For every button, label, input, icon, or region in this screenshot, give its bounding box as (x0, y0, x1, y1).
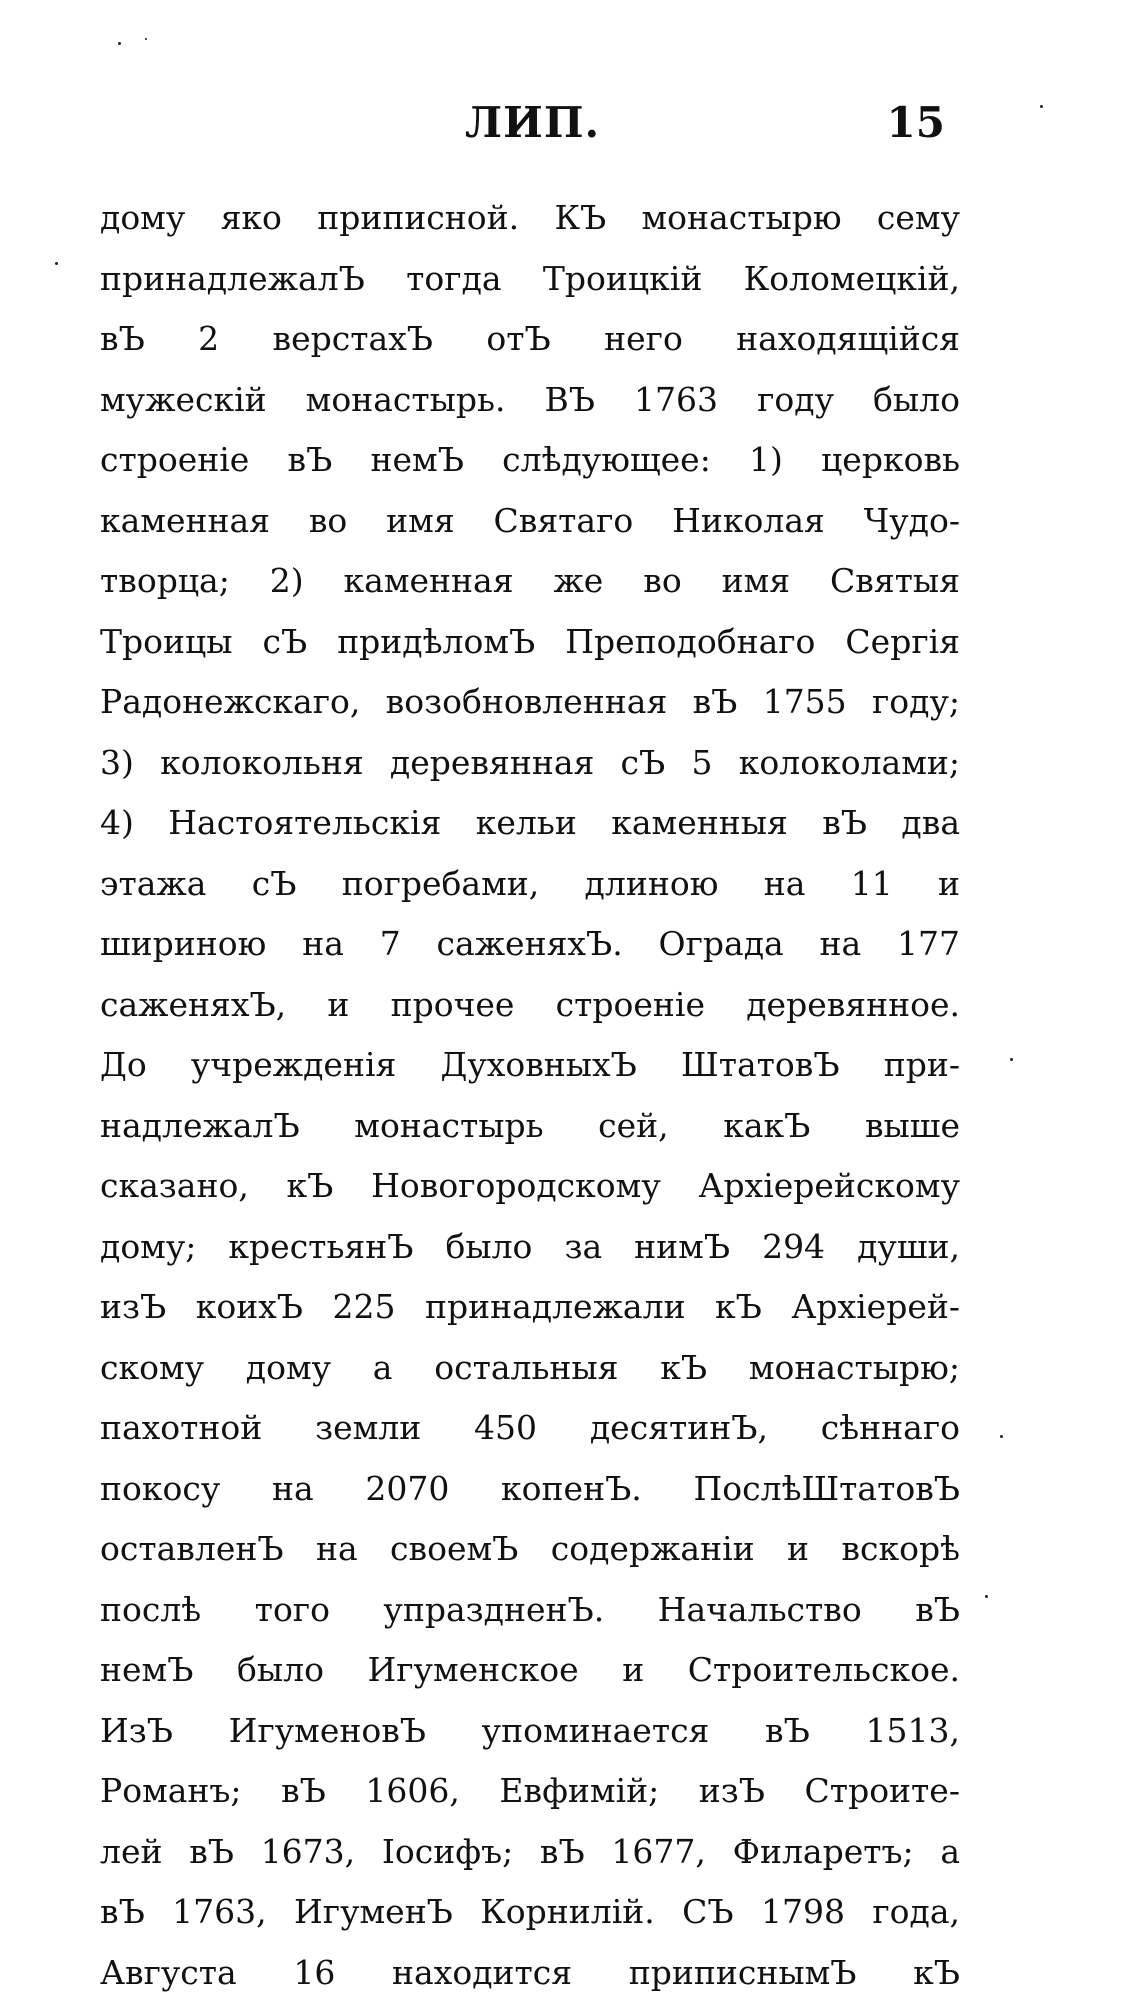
text-line: вЪ 2 верстахЪ отЪ него находящійся (100, 309, 960, 370)
text-line: дому; крестьянЪ было за нимЪ 294 души, (100, 1217, 960, 1278)
text-line: До учрежденія ДуховныхЪ ШтатовЪ при- (100, 1035, 960, 1096)
text-line: ИзЪ ИгуменовЪ упоминается вЪ 1513, (100, 1701, 960, 1762)
text-line: мужескій монастырь. ВЪ 1763 году было (100, 370, 960, 431)
text-line: этажа сЪ погребами, длиною на 11 и (100, 854, 960, 915)
text-line: строеніе вЪ немЪ слѣдующее: 1) церковь (100, 430, 960, 491)
text-line: пахотной земли 450 десятинЪ, сѣннаго (100, 1398, 960, 1459)
page-header (95, 98, 945, 158)
text-line: шириною на 7 саженяхЪ. Ограда на 177 (100, 914, 960, 975)
text-line: саженяхЪ, и прочее строеніе деревянное. (100, 975, 960, 1036)
running-head: ЛИП. (465, 98, 600, 147)
text-line: послѣ того упраздненЪ. Начальство вЪ (100, 1580, 960, 1641)
text-line: принадлежалЪ тогда Троицкій Коломецкій, (100, 249, 960, 310)
text-line: немЪ было Игуменское и Строительское. (100, 1640, 960, 1701)
text-line: сказано, кЪ Новогородскому Архіерейскому (100, 1156, 960, 1217)
scan-speck (1000, 1435, 1003, 1438)
scan-speck (145, 38, 147, 40)
text-line: скому дому а остальныя кЪ монастырю; (100, 1338, 960, 1399)
page-number: 15 (887, 98, 945, 147)
text-line: Троицы сЪ придѣломЪ Преподобнаго Сергія (100, 612, 960, 673)
text-line: 4) Настоятельскія кельи каменныя вЪ два (100, 793, 960, 854)
scan-speck (1010, 1058, 1013, 1061)
scan-speck (1040, 105, 1043, 108)
scan-speck (55, 262, 58, 265)
text-line: покосу на 2070 копенЪ. ПослѣШтатовЪ (100, 1459, 960, 1520)
text-line: 3) колокольня деревянная сЪ 5 колоколами; (100, 733, 960, 794)
text-line: Романъ; вЪ 1606, Евфимій; изЪ Строите- (100, 1761, 960, 1822)
body-text (100, 188, 960, 2003)
text-line: Радонежскаго, возобновленная вЪ 1755 году; (100, 672, 960, 733)
text-line: надлежалЪ монастырь сей, какЪ выше (100, 1096, 960, 1157)
scan-speck (985, 1595, 988, 1598)
text-line: лей вЪ 1673, Іосифъ; вЪ 1677, Филаретъ; а (100, 1822, 960, 1883)
text-line: оставленЪ на своемЪ содержаніи и вскорѣ (100, 1519, 960, 1580)
text-line: каменная во имя Святаго Николая Чудо- (100, 491, 960, 552)
text-line: вЪ 1763, ИгуменЪ Корнилій. СЪ 1798 года, (100, 1882, 960, 1943)
text-line: изЪ коихЪ 225 принадлежали кЪ Архіерей- (100, 1277, 960, 1338)
text-line: Августа 16 находится приписнымЪ кЪ (100, 1943, 960, 2003)
scan-speck (118, 42, 121, 45)
text-line: творца; 2) каменная же во имя Святыя (100, 551, 960, 612)
text-line: дому яко приписной. КЪ монастырю сему (100, 188, 960, 249)
